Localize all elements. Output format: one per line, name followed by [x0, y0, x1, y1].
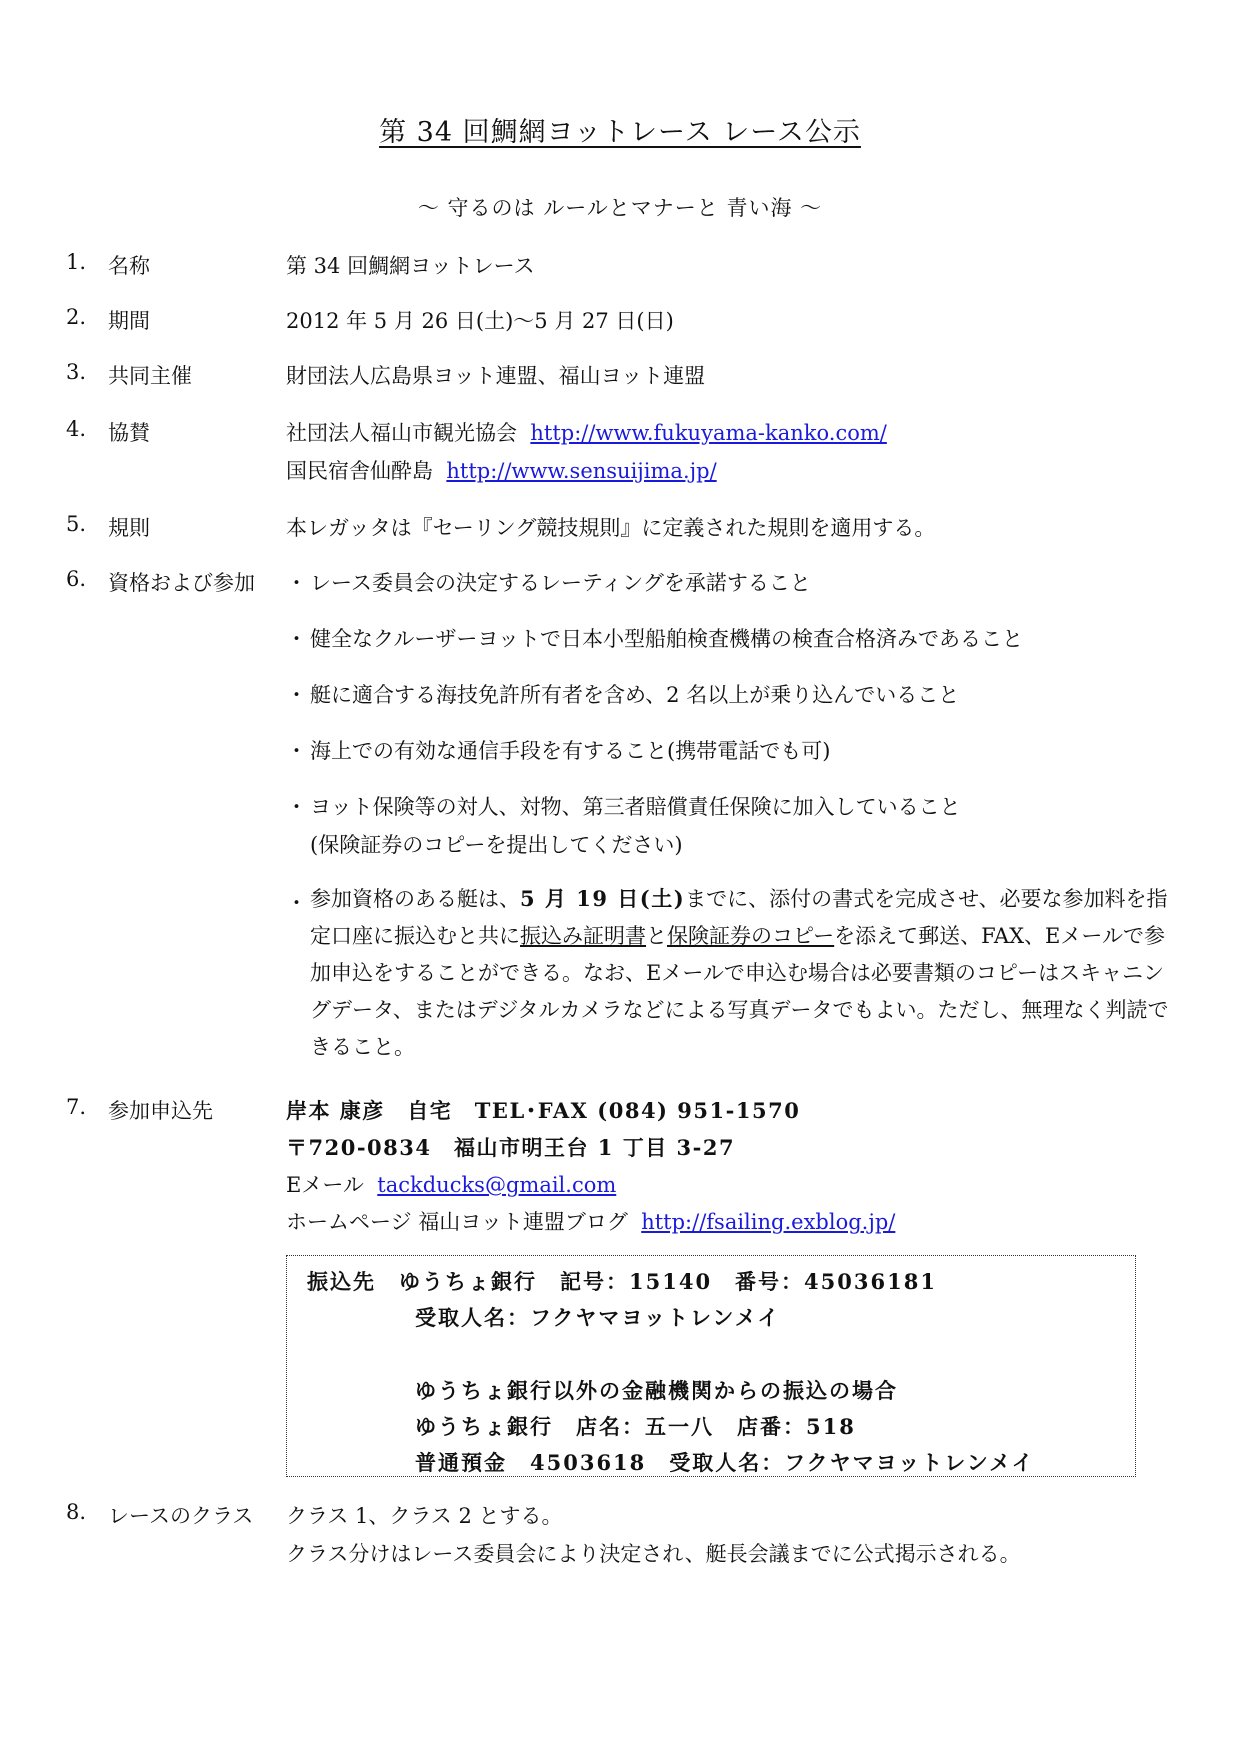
bullet-6-and: と: [646, 924, 667, 948]
item-4-number: 4.: [66, 417, 87, 441]
bank-line-5: 普通預金 4503618 受取人名：フクヤマヨットレンメイ: [415, 1450, 1035, 1475]
bullet-6-part-1: 参加資格のある艇は、: [310, 887, 520, 911]
bullet-6-doc-2: 保険証券のコピー: [667, 924, 835, 948]
item-7-label: 参加申込先: [108, 1099, 213, 1123]
email-line: [286, 1169, 616, 1199]
bullet-5-line-2: (保険証券のコピーを提出してください): [310, 833, 683, 857]
bullet-1-mark: ・: [286, 571, 307, 595]
item-3-value: 財団法人広島県ヨット連盟、福山ヨット連盟: [286, 364, 706, 388]
bank-line-1: 振込先 ゆうちょ銀行 記号：15140 番号：45036181: [307, 1269, 937, 1294]
document-subtitle: ～ 守るのは ルールとマナーと 青い海 ～: [417, 196, 823, 220]
item-4-label: 協賛: [108, 421, 150, 445]
sponsor-2-name: 国民宿舎仙酔島: [286, 459, 433, 483]
item-5-value: 本レガッタは『セーリング競技規則』に定義された規則を適用する。: [286, 516, 936, 540]
bullet-4-text: 海上での有効な通信手段を有すること(携帯電話でも可): [310, 739, 831, 763]
bank-transfer-box: [286, 1255, 1136, 1477]
item-5-number: 5.: [66, 512, 87, 536]
item-2-value: 2012 年 5 月 26 日(土)～5 月 27 日(日): [286, 309, 674, 333]
sponsor-1: [286, 417, 887, 447]
bullet-3-mark: ・: [286, 683, 307, 707]
bullet-6-doc-1: 振込み証明書: [520, 924, 646, 948]
sponsor-1-link[interactable]: http://www.fukuyama-kanko.com/: [530, 421, 887, 445]
bullet-1-text: レース委員会の決定するレーティングを承諾すること: [310, 571, 811, 595]
item-5-label: 規則: [108, 516, 150, 540]
item-3-number: 3.: [66, 360, 87, 384]
bullet-6-mark: ・: [286, 891, 307, 915]
item-8-label: レースのクラス: [108, 1504, 254, 1528]
address-line: 〒720-0834 福山市明王台 1 丁目 3-27: [286, 1135, 736, 1160]
item-6-number: 6.: [66, 567, 87, 591]
bullet-2-mark: ・: [286, 627, 307, 651]
homepage-label: ホームページ 福山ヨット連盟ブログ: [286, 1210, 628, 1234]
bullet-6-deadline: 5 月 19 日(土): [520, 886, 686, 911]
bullet-6-part-4: FAX、Eメールで参加申込をすることができる。なお、Eメールで申込む場合は必要書類のコピーはスキャニングデータ、またはデジタルカメラなどによる写真データでもよい。ただし、無理なく判読できること。: [310, 924, 1169, 1059]
bank-line-3: ゆうちょ銀行以外の金融機関からの振込の場合: [415, 1378, 898, 1403]
item-3-label: 共同主催: [108, 364, 192, 388]
email-link[interactable]: tackducks@gmail.com: [377, 1173, 617, 1197]
item-1-value: 第 34 回鯛網ヨットレース: [286, 254, 535, 278]
item-7-number: 7.: [66, 1095, 87, 1119]
homepage-link[interactable]: http://fsailing.exblog.jp/: [641, 1210, 896, 1234]
contact-line: 岸本 康彦 自宅 TEL･FAX (084) 951-1570: [286, 1098, 801, 1123]
document-title: 第 34 回鯛網ヨットレース レース公示: [379, 117, 861, 148]
bullet-4-mark: ・: [286, 739, 307, 763]
sponsor-2: [286, 455, 717, 485]
item-1-label: 名称: [108, 254, 150, 278]
item-8-number: 8.: [66, 1500, 87, 1524]
bullet-2-text: 健全なクルーザーヨットで日本小型船舶検査機構の検査合格済みであること: [310, 627, 1023, 651]
item-1-number: 1.: [66, 250, 87, 274]
item-8-line-1: クラス 1、クラス 2 とする。: [286, 1504, 563, 1528]
homepage-line: [286, 1206, 895, 1236]
bullet-6-part-3: を添えて郵送、: [834, 924, 982, 948]
item-2-number: 2.: [66, 305, 87, 329]
bullet-6-paragraph: [310, 880, 1180, 1066]
item-2-label: 期間: [108, 309, 150, 333]
item-6-label: 資格および参加: [108, 571, 255, 595]
bank-line-2: 受取人名：フクヤマヨットレンメイ: [415, 1305, 781, 1330]
email-label: Eメール: [286, 1173, 364, 1197]
bullet-6-part-2: までに、添付の書式を完成させ、必要な参加料を指定口座に振込むと共に: [310, 887, 1168, 948]
sponsor-2-link[interactable]: http://www.sensuijima.jp/: [446, 459, 717, 483]
bullet-5-mark: ・: [286, 795, 307, 819]
bullet-3-text: 艇に適合する海技免許所有者を含め、2 名以上が乗り込んでいること: [310, 683, 960, 707]
bank-line-4: ゆうちょ銀行 店名：五一八 店番：518: [415, 1414, 856, 1439]
sponsor-1-name: 社団法人福山市観光協会: [286, 421, 517, 445]
bullet-5-line-1: ヨット保険等の対人、対物、第三者賠償責任保険に加入していること: [310, 795, 961, 819]
item-8-line-2: クラス分けはレース委員会により決定され、艇長会議までに公式掲示される。: [286, 1542, 1021, 1566]
